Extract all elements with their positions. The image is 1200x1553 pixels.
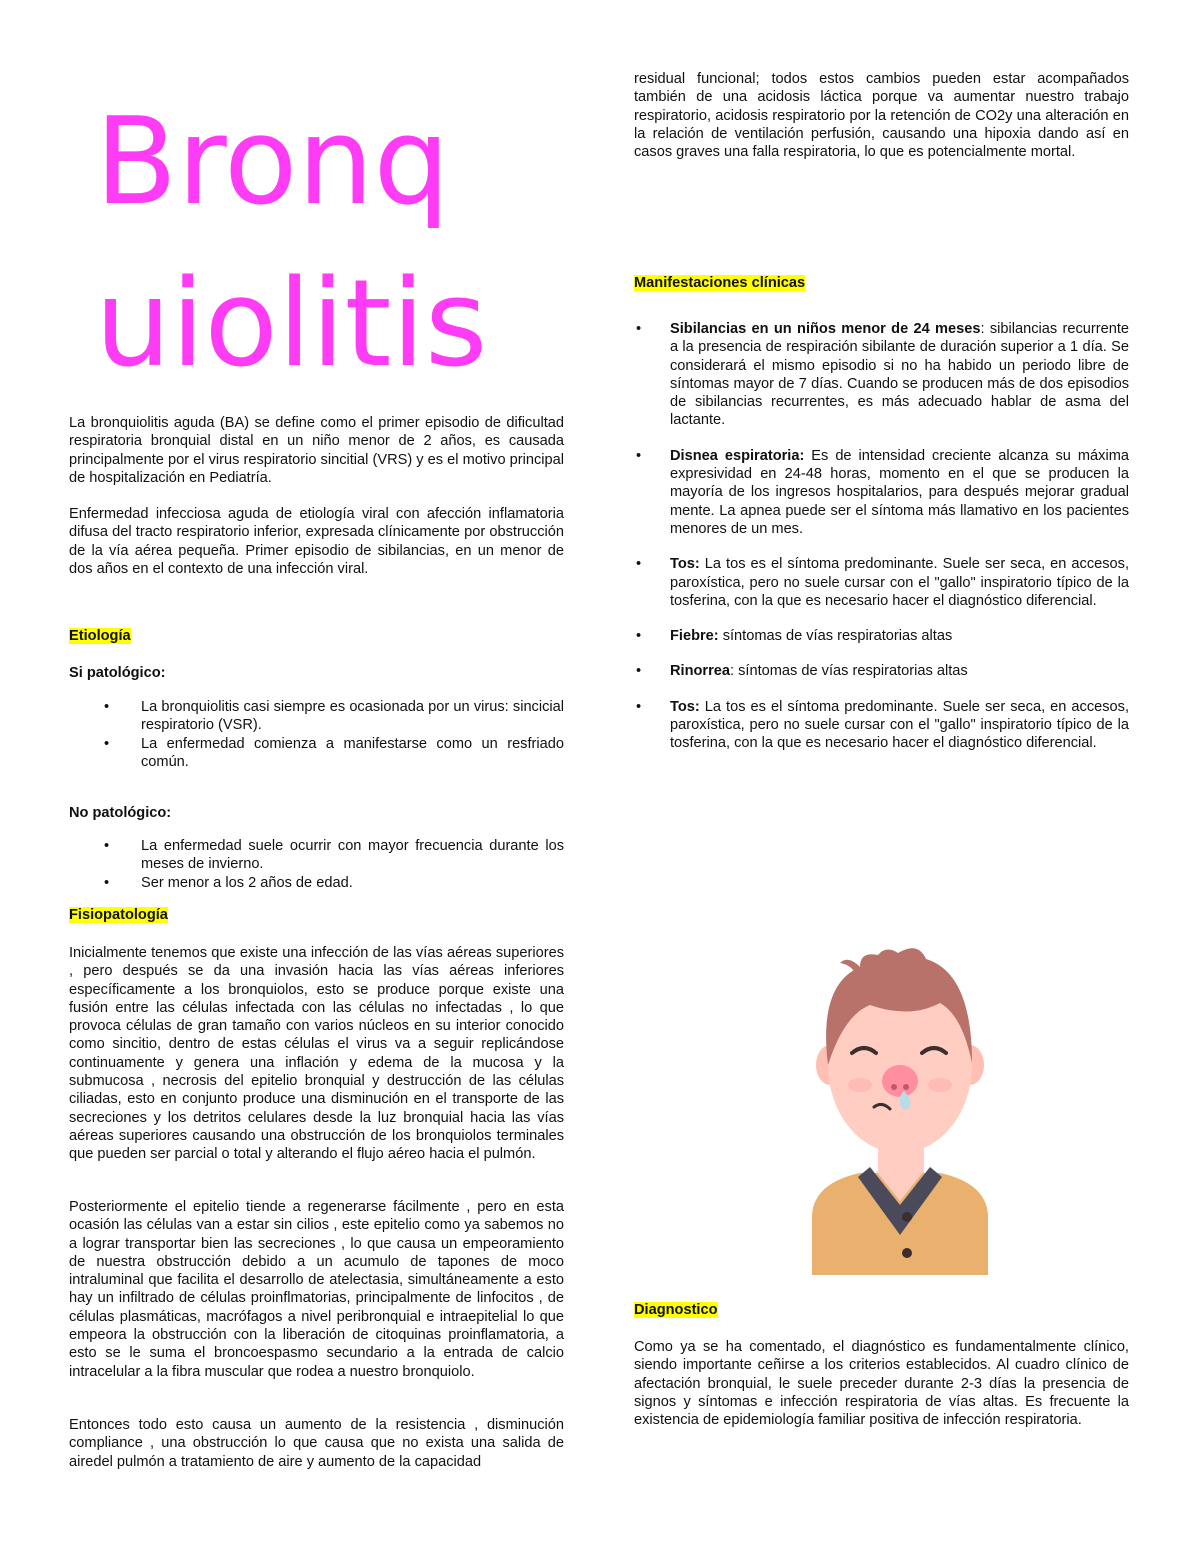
sick-child-icon xyxy=(800,945,1000,1275)
fisiopatologia-heading: Fisiopatología xyxy=(69,907,168,923)
si-patologico-list xyxy=(69,698,564,771)
si-patologico-label: Si patológico: xyxy=(69,665,166,681)
manifestaciones-heading: Manifestaciones clínicas xyxy=(634,275,806,291)
list-item: • Ser menor a los 2 años de edad. xyxy=(104,874,353,891)
fisiopatologia-paragraph-3: Entonces todo esto causa un aumento de la resistencia , disminución compliance , una obstrucción lo que causa que no exista una salida de airedel pulmón a tratamiento de aire y aumento de la capacidad xyxy=(69,1417,564,1470)
title-line-1: Bronq xyxy=(95,93,450,232)
no-patologico-list xyxy=(69,837,564,892)
list-item: • Fiebre: síntomas de vías respiratorias altas xyxy=(636,628,953,645)
list-item: • Sibilancias en un niños menor de 24 meses: sibilancias recurrente a la presencia de respiración sibilante de duración superior a 1 día. Se considerará el mismo episodio si no ha habido un periodo libre de síntomas mayor de 7 días. Cuando se producen más de dos episodios de sibilancias recurrentes, es más adecuado hablar de asma del lactante. xyxy=(636,321,1129,429)
no-patologico-label: No patológico: xyxy=(69,805,172,821)
diagnostico-heading: Diagnostico xyxy=(634,1302,718,1318)
list-item: • Tos: La tos es el síntoma predominante. Suele ser seca, en accesos, paroxística, pero no suele cursar con el "gallo" inspiratorio típico de la tosferina, con la que es necesario hacer el diagnóstico diferencial. xyxy=(636,556,1129,609)
intro-paragraph-2: Enfermedad infecciosa aguda de etiología viral con afección inflamatoria difusa del tracto respiratorio inferior, expresada clínicamente por obstrucción de la vía aérea pequeña. Primer episodio de sibilancias, en un menor de dos años en el contexto de una infección viral. xyxy=(69,506,564,577)
list-item: • Tos: La tos es el síntoma predominante. Suele ser seca, en accesos, paroxística, pero no suele cursar con el "gallo" inspiratorio típico de la tosferina, con la que es necesario hacer el diagnóstico diferencial. xyxy=(636,698,1129,752)
etiologia-heading: Etiología xyxy=(69,628,131,644)
list-item: • La enfermedad suele ocurrir con mayor frecuencia durante los meses de invierno. xyxy=(104,838,564,873)
manifestaciones-list xyxy=(634,320,1129,753)
fisiopatologia-paragraph-2: Posteriormente el epitelio tiende a regenerarse fácilmente , pero en esta ocasión las células van a estar sin cilios , este epitelio como ya sabemos no a lograr transportar bien las secreciones , lo que causa un empeoramiento de nuestra obstrucción debido a un acumulo de tapones de moco intraluminal que facilita el desarrollo de atelectasia, simultáneamente a esto hay un infiltrado de células proinflmatorias, principalmente de linfocitos , de células plasmáticas, macrófagos a nivel peribronquial e intraepitelial lo que empeora la obstrucción con la liberación de citoquinas proinflamatoria, a esto se le suma el broncoespasmo secundario a la entrada de calcio intracelular a la fibra muscular que rodea a nuestro bronquiolo. xyxy=(69,1199,564,1380)
continuation-paragraph: residual funcional; todos estos cambios pueden estar acompañados también de una acidosis láctica porque va aumentar nuestro trabajo respiratorio, acidosis respiratorio por la retención de CO2y una alteración en la relación de ventilación perfusión, causando una hipoxia dando así en casos graves una falla respiratoria, lo que es potencialmente mortal. xyxy=(634,71,1129,161)
intro-paragraph-1: La bronquiolitis aguda (BA) se define como el primer episodio de dificultad respiratoria bronquial distal en un niño menor de 2 años, es causada principalmente por el virus respiratorio sincitial (VRS) y es el motivo principal de hospitalización en Pediatría. xyxy=(69,415,564,486)
list-item: • Rinorrea: síntomas de vías respiratorias altas xyxy=(636,663,968,680)
diagnostico-paragraph: Como ya se ha comentado, el diagnóstico es fundamentalmente clínico, siendo importante ceñirse a los criterios establecidos. Al cuadro clínico de afectación bronquial, le suele preceder durante 2-3 días la presencia de signos y síntomas e infección respiratoria de vías altas. Es frecuente la existencia de epidemiología familiar positiva de infección respiratoria. xyxy=(634,1339,1129,1429)
title-line-2: uiolitis xyxy=(95,255,488,394)
list-item: • La bronquiolitis casi siempre es ocasionada por un virus: sincicial respiratorio (VSR). xyxy=(104,699,564,734)
fisiopatologia-paragraph-1: Inicialmente tenemos que existe una infección de las vías aéreas superiores , pero después se da una invasión hacia las vías aéreas inferiores específicamente a los bronquiolos, esto se produce porque existe una fusión entre las células infectada con las células no infectadas , lo que provoca células de gran tamaño con varios núcleos en su interior conocido como sincitio, dentro de estas células el virus va a seguir replicándose continuamente y genera una inflación y edema de la mucosa y la submucosa , necrosis del epitelio bronquial y destrucción de las células ciliadas, esto en conjunto produce una disminución en el transporte de las secreciones y los detritos celulares desde la luz bronquial hacia las vías aéreas superiores causando una obstrucción de los bronquiolos terminales que pueden ser parcial o total y alterando el flujo aéreo hacia el pulmón. xyxy=(69,945,564,1163)
list-item: • La enfermedad comienza a manifestarse como un resfriado común. xyxy=(104,735,564,770)
list-item: • Disnea espiratoria: Es de intensidad creciente alcanza su máxima expresividad en 24-48 horas, momento en el que se producen la mayoría de los ingresos hospitalarios, para después mejorar gradual mente. La apnea puede ser el síntoma más llamativo en los pacientes menores de un mes. xyxy=(636,447,1129,537)
